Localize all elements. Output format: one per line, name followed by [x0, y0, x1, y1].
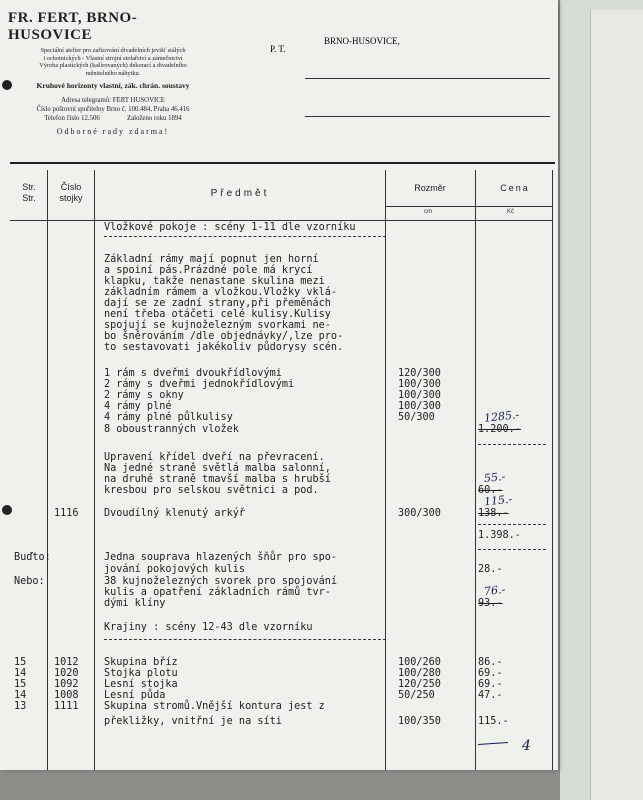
line-price: 47.-	[478, 690, 503, 701]
line-price: 69.-	[478, 679, 503, 690]
line-str: Nebo:	[14, 576, 45, 587]
line-description: na druhé straně tmavší malba s hrubší	[104, 474, 331, 485]
col-header-rozmer: Rozměr	[414, 183, 446, 193]
line-price: 28.-	[478, 564, 503, 575]
line-description: Upravení křídel dveří na převracení.	[104, 452, 325, 463]
line-description: 4 rámy plné	[104, 401, 172, 412]
pen-stroke	[478, 742, 508, 745]
line-size: 100/350	[398, 716, 441, 727]
line-price: 93.-	[478, 598, 503, 609]
line-price-handwritten: 55.-	[483, 469, 506, 486]
letterhead	[8, 10, 218, 136]
line-str: 14	[14, 668, 27, 679]
line-price: 69.-	[478, 668, 503, 679]
line-description: 38 kujnoželezných svorek pro spojování	[104, 576, 338, 587]
line-price: 115.-	[478, 716, 509, 727]
line-str: 15	[14, 657, 27, 668]
line-price-handwritten: 115.-	[483, 492, 513, 509]
col-divider	[47, 170, 48, 770]
free-advice-note: Odborné rady zdarma!	[56, 127, 170, 137]
col-header-cena: Cena	[500, 183, 530, 193]
line-size: 50/250	[398, 690, 435, 701]
line-price: 1.398.-	[478, 530, 521, 541]
line-stojky: 1092	[54, 679, 79, 690]
line-description: 2 rámy s okny	[104, 390, 184, 401]
col-divider	[552, 170, 553, 770]
subtotal-rule	[478, 549, 546, 550]
pt-label: P. T.	[270, 44, 286, 54]
subtotal-rule	[478, 524, 546, 525]
line-description: jování pokojových kulis	[104, 564, 246, 575]
section-underline	[104, 639, 386, 640]
line-description: bo šněrováním /dle objednávky/,lze pro-	[104, 331, 344, 342]
line-size: 100/300	[398, 401, 441, 412]
line-stojky: 1008	[54, 690, 79, 701]
line-description: 2 rámy s dveřmi jednokřídlovými	[104, 379, 295, 390]
line-description: není třeba otáčeti celé kulisy.Kulisy	[104, 309, 331, 320]
line-size: 100/280	[398, 668, 441, 679]
col-divider	[475, 170, 476, 770]
line-description: Na jedné straně světlá malba salonní,	[104, 463, 331, 474]
line-size: 120/250	[398, 679, 441, 690]
col-divider	[385, 170, 386, 770]
firm-address: Adresa telegramů: FERT HUSOVICE Číslo poštovní spořitelny Brno č. 100.484, Praha 46.416 Telefon číslo 12.506 Založeno roku 1894	[36, 97, 190, 123]
col-header-str: Str. Str.	[22, 182, 36, 203]
line-description: Lesní půda	[104, 690, 166, 701]
line-price: 1.200.-	[478, 424, 521, 435]
line-price: 60.-	[478, 485, 503, 496]
line-str: 13	[14, 701, 27, 712]
firm-description: Speciální atelier pro zařizování divadelních jevišť stálých i ochotnických - Vlastní strojní stolařství a zámečnictví Výroba plastických (kašírovaných) dekorací a divadelního měnitelného nábytku.	[39, 47, 187, 77]
line-stojky: 1111	[54, 701, 79, 712]
line-description: kresbou pro selskou světnici a pod.	[104, 485, 319, 496]
line-description: 1 rám s dveřmi dvoukřídlovými	[104, 368, 282, 379]
header-rule	[10, 162, 555, 164]
line-size: 100/300	[398, 379, 441, 390]
line-stojky: 1116	[54, 508, 79, 519]
header-bottom-rule	[10, 220, 552, 221]
address-line	[305, 78, 550, 79]
subtotal-rule	[478, 444, 546, 445]
firm-name: FR. FERT, BRNO-HUSOVICE	[8, 10, 138, 43]
line-str: Buďto:	[14, 552, 51, 563]
horizonty-line: Kruhové horizonty vlastní, zák. chrán. soustavy	[36, 81, 190, 91]
address-line	[305, 116, 550, 117]
col-divider	[94, 170, 95, 770]
line-price: 86.-	[478, 657, 503, 668]
line-description: a spoiní pás.Prázdné pole má krycí	[104, 265, 313, 276]
col-header-predmet: Předmět	[210, 188, 270, 199]
line-description: Jedna souprava hlazených šňůr pro spo-	[104, 552, 338, 563]
line-size: 50/300	[398, 412, 435, 423]
col-header-cislo-stojky: Číslo stojky	[59, 182, 83, 203]
unit-rule	[386, 206, 552, 207]
line-description: 4 rámy plné půlkulisy	[104, 412, 233, 423]
line-size: 120/300	[398, 368, 441, 379]
line-str: 15	[14, 679, 27, 690]
line-description: Dvoudílný klenutý arkýř	[104, 508, 246, 519]
line-description: kulis a opatření základních rámů tvr-	[104, 587, 331, 598]
line-description: spojují se kujnoželezným svorkami ne-	[104, 320, 331, 331]
line-description: Stojka plotu	[104, 668, 178, 679]
page-mark: 4	[522, 738, 531, 754]
line-description: Krajiny : scény 12-43 dle vzorníku	[104, 622, 313, 633]
section-underline	[104, 236, 386, 237]
line-stojky: 1020	[54, 668, 79, 679]
line-description: dají se ze zadní strany,při přeměnách	[104, 298, 331, 309]
unit-cm: cm	[424, 209, 432, 215]
line-stojky: 1012	[54, 657, 79, 668]
line-description: klapku, takže nenastane skulina mezi	[104, 276, 325, 287]
punch-hole	[2, 505, 12, 515]
line-description: základním rámem a vložkou.Vložky vklá-	[104, 287, 338, 298]
city-date-line: BRNO-HUSOVICE,	[324, 36, 400, 46]
line-description: 8 oboustranných vložek	[104, 424, 239, 435]
unit-kc: Kč	[507, 209, 515, 215]
line-description: Vložkové pokoje : scény 1-11 dle vzorníku	[104, 222, 356, 233]
line-description: to sestavovati jakékoliv půdorysy scén.	[104, 342, 344, 353]
line-description: dými klíny	[104, 598, 166, 609]
line-description: Základní rámy mají popnut jen horní	[104, 254, 319, 265]
line-str: 14	[14, 690, 27, 701]
line-price-handwritten: 76.-	[483, 582, 506, 599]
line-size: 100/260	[398, 657, 441, 668]
line-description: Lesní stojka	[104, 679, 178, 690]
line-description: Skupina bříz	[104, 657, 178, 668]
line-price: 138.-	[478, 508, 509, 519]
line-description: překližky, vnitřní je na síti	[104, 716, 282, 727]
underlying-sheet-edge	[590, 10, 643, 800]
line-size: 300/300	[398, 508, 441, 519]
line-description: Skupina stromů.Vnější kontura jest z	[104, 701, 325, 712]
line-price-handwritten: 1285.-	[483, 408, 520, 425]
line-size: 100/300	[398, 390, 441, 401]
